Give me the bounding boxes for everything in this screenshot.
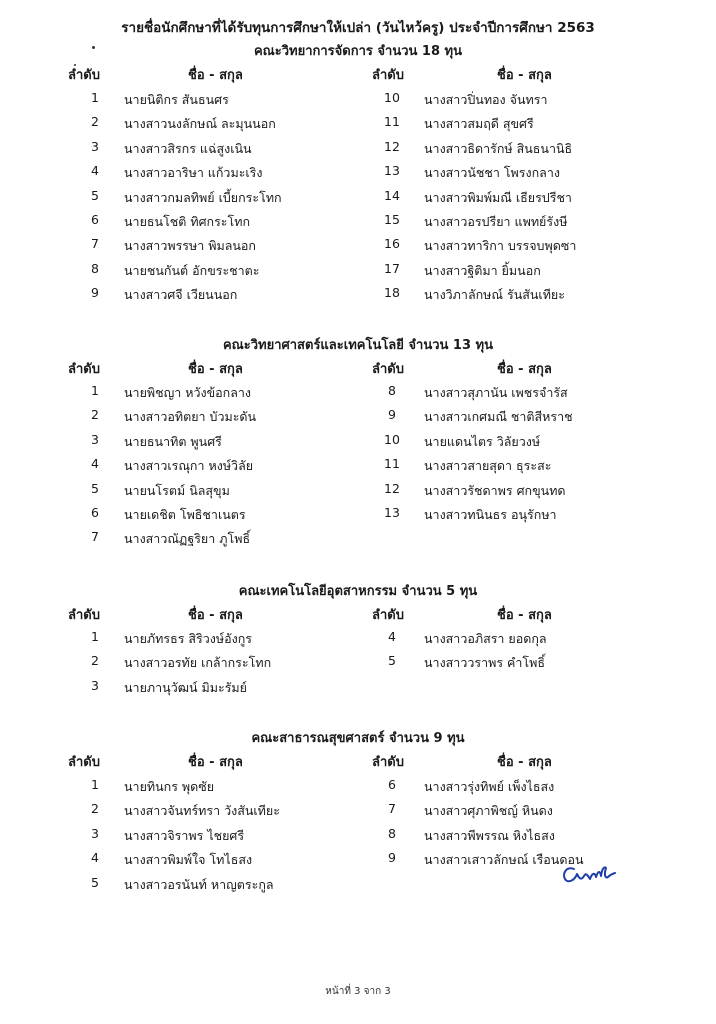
column-header-no-left: ลำดับ [68,608,100,623]
section-title: คณะวิทยาศาสตร์และเทคโนโลยี จำนวน 13 ทุน [222,338,494,353]
row-number: 18 [384,285,400,301]
student-name: นางสาวสิรกร แฉ่สูงเนิน [124,140,252,156]
table-row [0,383,716,407]
row-number: 2 [91,801,99,817]
table-row [0,139,716,163]
row-number: 4 [91,850,99,866]
table-row [0,285,716,309]
student-name: นางสาวทาริกา บรรจบพุดซา [424,238,577,254]
table-row [0,163,716,187]
row-number: 11 [384,456,400,472]
student-name: นายนโรตม์ นิลสุขุม [124,482,230,498]
student-name: นางสาววราพร คำโพธิ์ [424,655,545,671]
student-name: นางสาวกมลทิพย์ เบี้ยกระโทก [124,189,282,205]
table-row [0,653,716,677]
table-row [0,826,716,850]
row-number: 8 [91,260,99,276]
student-name: นางสาวรุ่งทิพย์ เพ็งไธสง [424,779,555,794]
row-number: 6 [91,505,99,520]
table-row [0,212,716,236]
column-header-name-left: ชื่อ - สกุล [188,68,243,83]
row-number: 3 [91,431,99,447]
row-number: 10 [384,431,400,447]
row-number: 3 [91,825,99,841]
column-header-name-left: ชื่อ - สกุล [188,755,243,770]
student-name: นางสาวศจี เวียนนอก [124,287,238,303]
row-number: 6 [91,212,99,227]
row-number: 4 [91,163,99,179]
row-number: 4 [388,629,396,644]
row-number: 9 [388,407,396,423]
student-name: นางสาวรัชดาพร ศกขุนทด [424,482,566,498]
student-name: นายทินกร พุดซัย [124,779,215,794]
student-name: นางสาวอรปรียา แพทย์รังษี [424,214,568,229]
column-header-name-left: ชื่อ - สกุล [188,608,243,623]
student-name: นางสาวพรรษา พิมลนอก [124,238,256,254]
table-row [0,407,716,431]
column-header-no-left: ลำดับ [68,362,100,377]
table-row [0,777,716,801]
row-number: 12 [384,138,400,154]
student-name: นายชนกันต์ อักขระชาตะ [124,262,260,278]
row-number: 1 [91,90,99,105]
student-name: นางสาวจันทร์ทรา วังสันเทียะ [124,803,280,819]
student-name: นางสาวอภิสรา ยอดกุล [424,631,547,646]
table-row [0,529,716,553]
student-name: นางสาวนัชชา โพรงกลาง [424,165,560,181]
student-name: นายพิชญา หวังข้อกลาง [124,385,252,400]
column-header-no-left: ลำดับ [68,755,100,770]
student-name: นายภานุวัฒน์ มิมะรัมย์ [124,679,247,695]
row-number: 7 [388,801,396,817]
table-row [0,801,716,825]
row-number: 12 [384,480,400,496]
student-name: นางสาวนงลักษณ์ ละมุนนอก [124,116,276,132]
table-row [0,505,716,529]
row-number: 6 [388,777,396,792]
student-name: นางสาวอรนันท์ หาญตระกูล [124,876,274,892]
student-name: นางสาวธิดารักษ์ สินธนานิธิ [424,140,573,156]
section-title: คณะเทคโนโลยีอุตสาหกรรม จำนวน 5 ทุน [238,584,478,599]
student-name: นางสาวพิมพ์มณี เธียรปรีชา [424,189,572,205]
row-number: 1 [91,777,99,792]
column-header-no-left: ลำดับ [68,68,100,83]
section-title: คณะวิทยาการจัดการ จำนวน 18 ทุน [253,44,462,59]
row-number: 1 [91,383,99,398]
student-name: นางวิภาลักษณ์ รันสันเทียะ [424,287,565,303]
row-number: 5 [91,874,99,890]
document-title: รายชื่อนักศึกษาที่ได้รับทุนการศึกษาให้เปล่า (วันไหว้ครู) ประจำปีการศึกษา 2563 [121,20,595,36]
row-number: 8 [388,825,396,841]
column-header-name-right: ชื่อ - สกุล [497,68,552,83]
student-name: นายภัทรธร สิริวงษ์อังกูร [124,631,252,646]
row-number: 15 [384,212,400,227]
column-header-name-right: ชื่อ - สกุล [497,362,552,377]
student-name: นางสาวพิมพ์ใจ โทไธสง [124,852,253,868]
student-name: นายธนาทิต พูนศรี [124,433,222,449]
row-number: 5 [388,653,396,669]
table-row [0,456,716,480]
student-name: นางสาวจิราพร ไชยศรี [124,827,245,843]
student-name: นางสาวศุภาพิชญ์ หินดง [424,803,553,819]
row-number: 5 [91,187,99,203]
table-row [0,114,716,138]
student-name: นางสาวอรทัย เกล้ากระโทก [124,655,272,671]
column-header-name-right: ชื่อ - สกุล [497,755,552,770]
row-number: 2 [91,114,99,130]
table-row [0,481,716,505]
section-title: คณะสาธารณสุขศาสตร์ จำนวน 9 ทุน [251,731,465,746]
student-name: นางสาวอทิตยา บัวมะดัน [124,409,257,425]
student-name: นางสาวสมฤดี สุขศรี [424,116,534,132]
row-number: 7 [91,529,99,545]
handwritten-signature [560,860,620,890]
row-number: 10 [384,90,400,105]
student-name: นางสาวสายสุดา ธุระสะ [424,458,552,474]
table-row [0,188,716,212]
page-number: หน้าที่ 3 จาก 3 [325,986,391,997]
row-number: 17 [384,260,400,276]
row-number: 2 [91,407,99,423]
table-row [0,236,716,260]
row-number: 5 [91,480,99,496]
row-number: 13 [384,505,400,520]
student-name: นางสาวปิ่นทอง จันทรา [424,92,548,107]
table-row [0,90,716,114]
column-header-no-right: ลำดับ [372,68,404,83]
row-number: 13 [384,163,400,179]
student-name: นางสาวเรณุกา หงษ์วิลัย [124,458,254,474]
row-number: 9 [91,285,99,301]
student-name: นางสาวทนินธร อนุรักษา [424,507,557,522]
student-name: นายเดชิต โพธิชาเนตร [124,507,246,522]
row-number: 9 [388,850,396,866]
row-number: 2 [91,653,99,669]
column-header-name-left: ชื่อ - สกุล [188,362,243,377]
column-header-no-right: ลำดับ [372,608,404,623]
row-number: 14 [384,187,400,203]
row-number: 16 [384,236,400,252]
row-number: 1 [91,629,99,644]
row-number: 3 [91,677,99,693]
student-name: นายนิติกร สันธนศร [124,92,229,107]
student-name: นางสาวอาริษา แก้วมะเริง [124,165,263,181]
student-name: นางสาวณัฏฐริยา ภูโพธิ์ [124,531,251,547]
table-row [0,432,716,456]
row-number: 3 [91,138,99,154]
row-number: 7 [91,236,99,252]
student-name: นางสาวเสาวลักษณ์ เรือนดอน [424,852,584,868]
table-row [0,678,716,702]
column-header-name-right: ชื่อ - สกุล [497,608,552,623]
student-name: นายธนโชติ ทิศกระโทก [124,214,251,229]
table-row [0,629,716,653]
row-number: 11 [384,114,400,130]
column-header-no-right: ลำดับ [372,755,404,770]
student-name: นางสาวเกศมณี ชาติสีหราช [424,409,573,425]
student-name: นางสาวพีพรรณ หิงไธสง [424,827,555,843]
student-name: นางสาวสุภานัน เพชรจำรัส [424,385,568,400]
table-row [0,261,716,285]
student-name: นางสาวฐิติมา ยิ้มนอก [424,262,541,278]
row-number: 8 [388,383,396,398]
student-name: นายแดนไตร วิลัยวงษ์ [424,433,541,449]
row-number: 4 [91,456,99,472]
column-header-no-right: ลำดับ [372,362,404,377]
